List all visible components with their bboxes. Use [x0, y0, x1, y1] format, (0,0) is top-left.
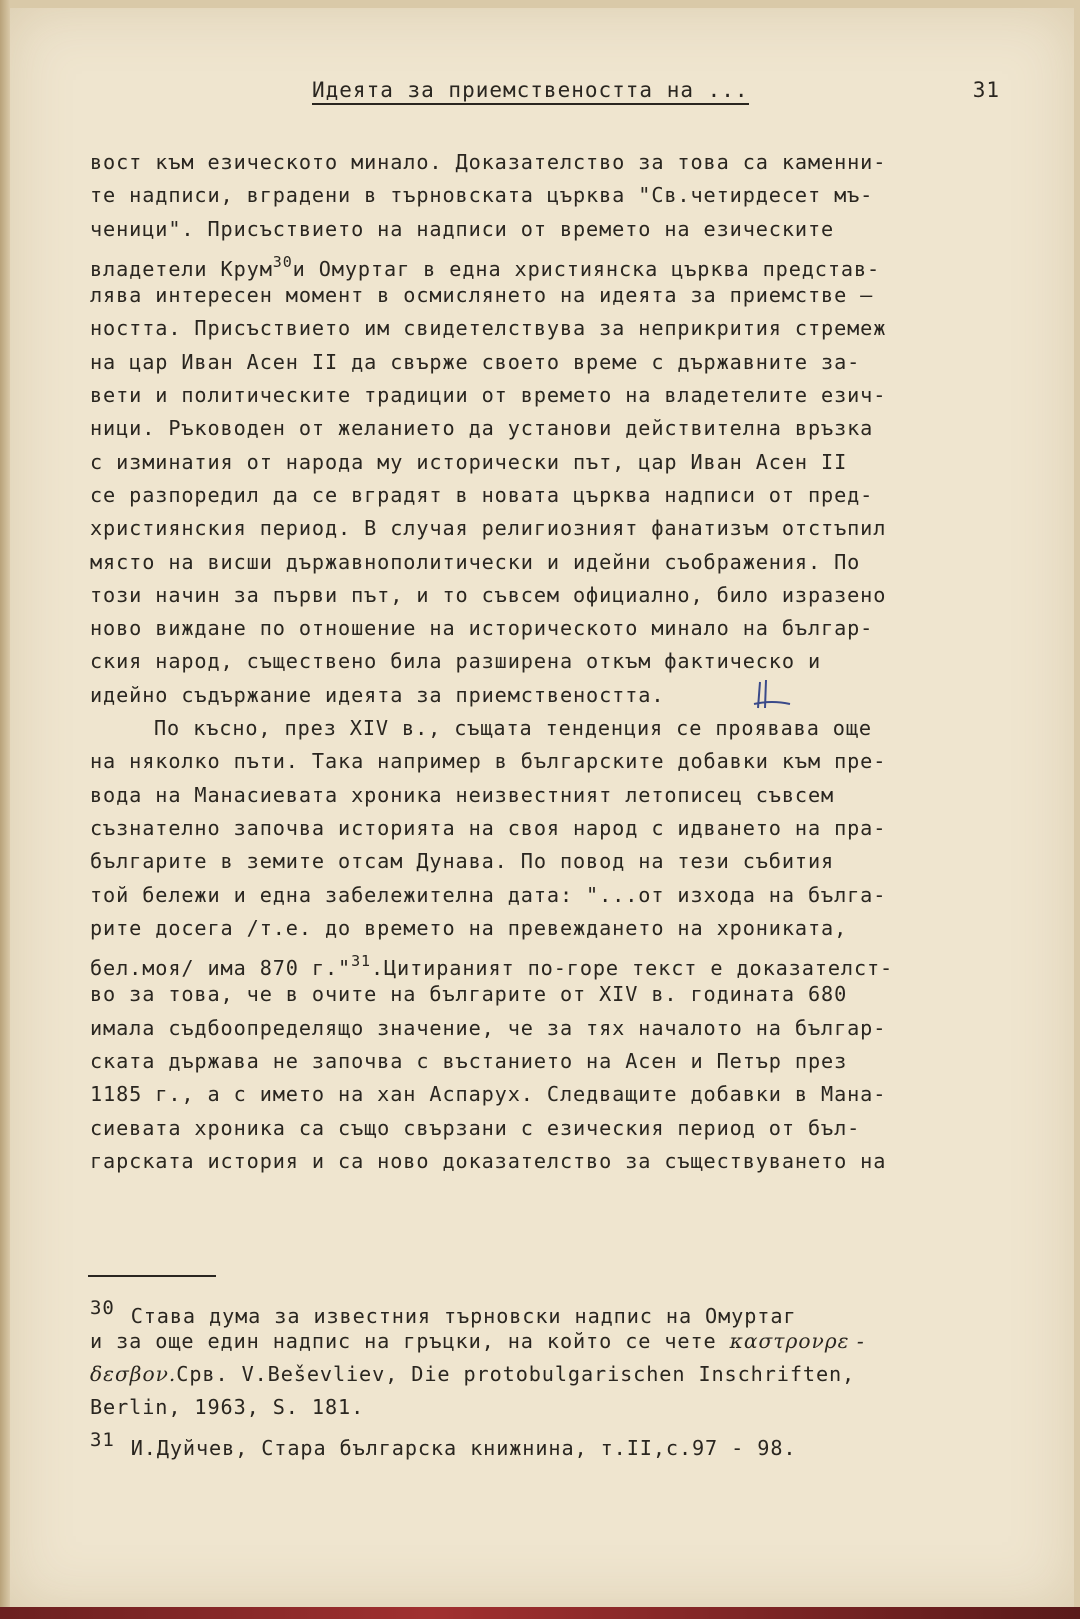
text-line: ността. Присъствието им свидетелствува за неприкрития стремеж [90, 316, 887, 341]
footnote-31-line [90, 1424, 1020, 1460]
text-line: ския народ, съществено била разширена откъм фактическо и [90, 649, 822, 674]
text-line [90, 945, 1020, 981]
text-line: вост към езическото минало. Доказателство за това са каменни- [90, 150, 887, 174]
text-segment: бел.моя/ има 870 г." [90, 956, 352, 981]
text-line: ново виждане по отношение на историческото минало на българ- [90, 616, 874, 641]
text-line: лява интересен момент в осмислянето на идеята за приемстве – [90, 283, 874, 308]
text-line: во за това, че в очите на българите от XIV в. годината 680 [90, 982, 848, 1007]
text-line: се разпоредил да се вградят в новата църква надписи от пред- [90, 482, 874, 507]
text-line: сиевата хроника са също свързани с езическия период от бъл- [90, 1115, 861, 1140]
footnote-ref-31: 31 [351, 952, 371, 971]
text-line: този начин за първи път, и то съвсем официално, било изразено [90, 582, 887, 607]
footnote-30-line: Berlin, 1963, S. 181. [90, 1395, 365, 1419]
page-header [90, 76, 1010, 110]
text-segment: и Омуртаг в една християнска църква представ- [292, 256, 881, 281]
text-line: ници. Ръководен от желанието да установи действителна връзка [90, 416, 874, 441]
footnote-31-number: 31 [90, 1429, 115, 1451]
footnote-31-text: И.Дуйчев, Стара българска книжнина, т.II,с.97 - 98. [130, 1436, 797, 1460]
page-number: 31 [972, 78, 1000, 102]
text-line: 1185 г., а с името на хан Аспарух. Следващите добавки в Мана- [90, 1082, 887, 1107]
text-segment: владетели Крум [90, 256, 273, 281]
footnote-30-line [90, 1325, 1020, 1358]
footnote-separator [88, 1275, 216, 1277]
text-line: съзнателно започва историята на своя народ с идването на пра- [90, 815, 887, 840]
footnote-30-line [90, 1358, 1020, 1391]
text-line: идейно съдържание идеята за приемствеността. [90, 682, 665, 707]
greek-handwritten-word: δεσβον. [90, 1362, 177, 1386]
text-line: вети и политическите традиции от времето на владетелите езич- [90, 383, 887, 408]
text-line: ченици". Присъствието на надписи от времето на езическите [90, 216, 835, 241]
text-line: той бележи и една забележителна дата: "...от изхода на бълга- [90, 882, 887, 907]
text-line: на няколко пъти. Така например в българските добавки към пре- [90, 749, 887, 774]
footnote-30-reference: Срв. V.Beševliev, Die protobulgarischen Inschriften, [176, 1362, 856, 1386]
footnotes [90, 1292, 1020, 1460]
footnote-30-line [90, 1292, 1020, 1328]
text-line: християнския период. В случая религиозният фанатизъм отстъпил [90, 516, 887, 541]
main-text [90, 146, 1020, 1178]
paragraph-start-line: По късно, през XIV в., същата тенденция се проявава още [154, 716, 872, 741]
text-line [90, 246, 1020, 279]
running-title: Идеята за приемствеността на ... [312, 78, 749, 105]
footnote-30-number: 30 [90, 1297, 115, 1319]
text-line: място на висши държавнополитически и идейни съображения. По [90, 549, 861, 574]
text-segment: .Цитираният по-горе текст е доказателст- [370, 956, 894, 981]
text-line: рите досега /т.е. до времето на превеждането на хрониката, [90, 915, 848, 940]
text-line: с изминатия от народа му исторически път, цар Иван Асен II [90, 449, 848, 474]
footnote-30-text: Става дума за известния търновски надпис на Омуртаг [130, 1304, 797, 1328]
handwritten-pen-mark [752, 678, 792, 714]
book-cover-edge [0, 1607, 1080, 1619]
text-line: гарската история и са ново доказателство за съществуването на [90, 1148, 887, 1173]
text-line: българите в земите отсам Дунава. По повод на тези събития [90, 849, 835, 874]
footnote-30-text: и за още един надпис на гръцки, на който се чете [90, 1329, 717, 1353]
text-line: ската държава не започва с въстанието на Асен и Петър през [90, 1049, 848, 1074]
text-line: на цар Иван Асен II да свърже своето време с държавните за- [90, 349, 861, 374]
text-line: вода на Манасиевата хроника неизвестният летописец съвсем [90, 782, 835, 807]
footnote-ref-30: 30 [272, 252, 293, 271]
page-binding-edge [0, 0, 10, 1619]
text-line: имала съдбоопределящо значение, че за тях началото на българ- [90, 1015, 887, 1040]
greek-handwritten-word: καστρονρε - [729, 1329, 865, 1353]
text-line: те надписи, вградени в търновската църква "Св.четирдесет мъ- [90, 183, 874, 208]
